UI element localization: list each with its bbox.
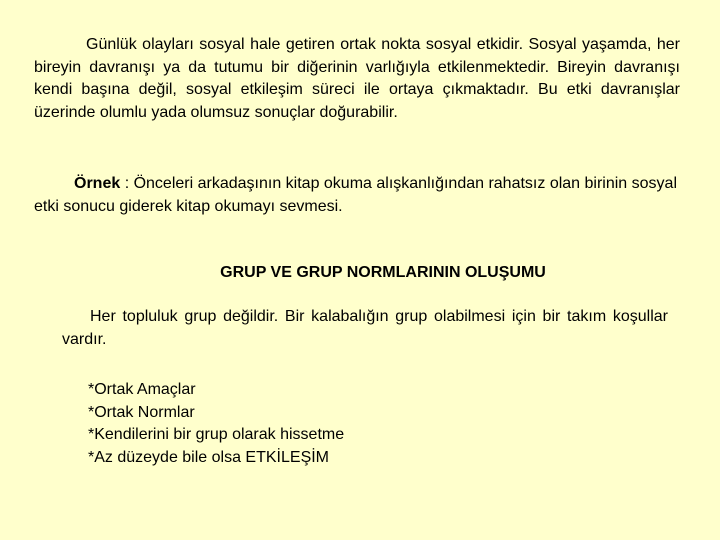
group-paragraph: Her topluluk grup değildir. Bir kalabalığın grup olabilmesi için bir takım koşullar vardır. [62,308,668,348]
example-text: : Önceleri arkadaşının kitap okuma alışkanlığından rahatsız olan birinin sosyal etki sonucu giderek kitap okumayı sevmesi. [34,175,677,215]
list-item: *Ortak Normlar [88,403,195,421]
list-item: *Az düzeyde bile olsa ETKİLEŞİM [88,448,330,466]
conditions-list [88,379,588,469]
list-item: *Kendilerini bir grup olarak hissetme [88,426,345,443]
list-item: *Ortak Amaçlar [88,381,196,398]
intro-paragraph: Günlük olayları sosyal hale getiren ortak nokta sosyal etkidir. Sosyal yaşamda, her bireyin davranışı ya da tutumu bir diğerinin varlığıyla etkilenmektedir. Bireyin davranışı kendi başına değil, sosyal etkileşim süreci ile ortaya çıkmaktadır. Bu etki davranışlar üzerinde olumlu yada olumsuz sonuçlar doğurabilir. [34,36,680,121]
example-label: Örnek [74,175,121,192]
section-heading: GRUP VE GRUP NORMLARININ OLUŞUMU [220,264,546,281]
example-paragraph [34,173,680,218]
